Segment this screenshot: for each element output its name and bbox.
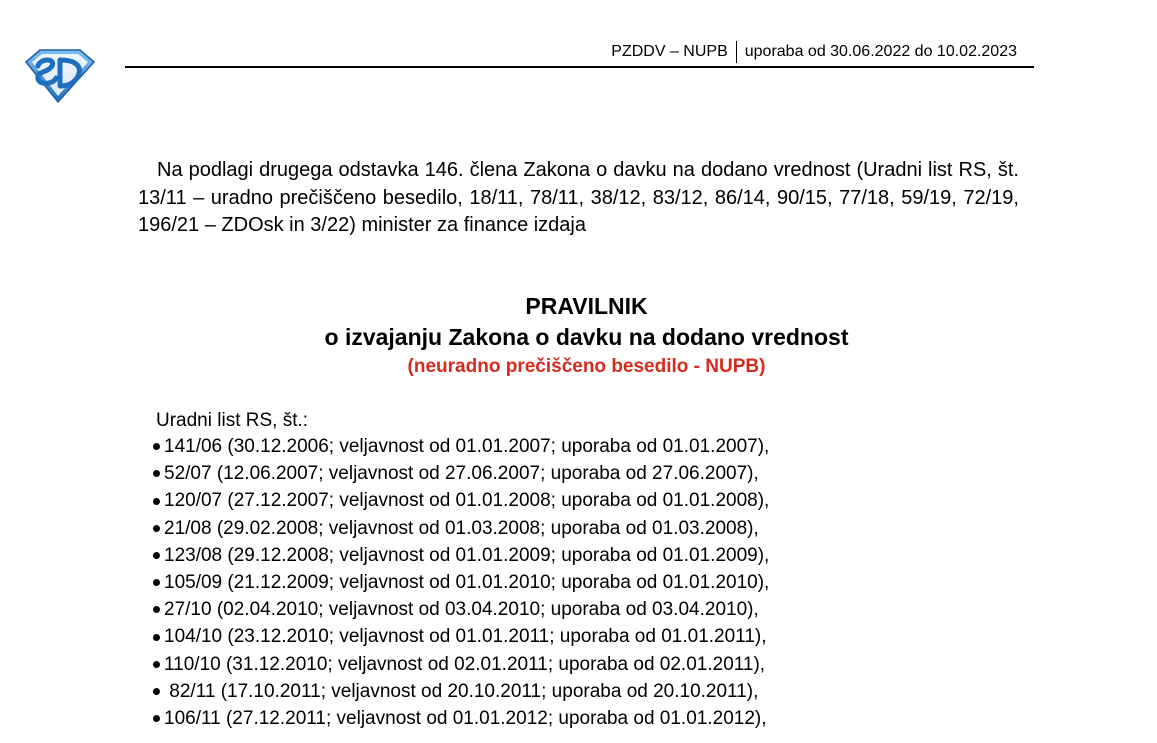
gazette-item-text: 120/07 (27.12.2007; veljavnost od 01.01.2008; uporaba od 01.01.2008), <box>164 490 770 512</box>
document-subtitle: o izvajanju Zakona o davku na dodano vrednost <box>324 324 849 350</box>
gazette-item-text: 52/07 (12.06.2007; veljavnost od 27.06.2007; uporaba od 27.06.2007), <box>164 463 759 485</box>
bullet-icon <box>153 552 160 559</box>
bullet-icon <box>153 715 160 722</box>
document-title: PRAVILNIK <box>525 293 648 319</box>
gazette-item-text: 105/09 (21.12.2009; veljavnost od 01.01.2010; uporaba od 01.01.2010), <box>164 572 770 594</box>
bullet-icon <box>153 606 160 613</box>
bullet-icon <box>153 579 160 586</box>
gazette-item-text: 110/10 (31.12.2010; veljavnost od 02.01.2011; uporaba od 02.01.2011), <box>164 653 766 675</box>
gazette-item <box>148 596 769 623</box>
gazette-item <box>148 487 769 514</box>
validity-period: uporaba od 30.06.2022 do 10.02.2023 <box>744 43 1017 60</box>
bullet-icon <box>153 661 160 668</box>
gazette-item-text: 106/11 (27.12.2011; veljavnost od 01.01.2012; uporaba od 01.01.2012), <box>164 708 767 730</box>
gazette-item <box>148 678 769 705</box>
gazette-item <box>148 623 769 650</box>
unofficial-version-note: (neuradno prečiščeno besedilo - NUPB) <box>407 356 766 377</box>
document-header <box>611 43 1017 63</box>
shield-logo-icon <box>22 46 96 104</box>
gazette-item-text: 21/08 (29.02.2008; veljavnost od 01.03.2008; uporaba od 01.03.2008), <box>164 517 759 539</box>
bullet-icon <box>153 443 160 450</box>
gazette-item <box>148 542 769 569</box>
title-block <box>0 291 1157 381</box>
gazette-item-text: 27/10 (02.04.2010; veljavnost od 03.04.2010; uporaba od 03.04.2010), <box>164 599 759 621</box>
gazette-item-text: 123/08 (29.12.2008; veljavnost od 01.01.2009; uporaba od 01.01.2009), <box>164 544 770 566</box>
bullet-icon <box>153 498 160 505</box>
bullet-icon <box>153 634 160 641</box>
bullet-icon <box>153 525 160 532</box>
gazette-item <box>148 569 769 596</box>
gazette-list-heading: Uradni list RS, št.: <box>156 410 309 431</box>
header-separator <box>736 41 737 63</box>
gazette-item-text: 141/06 (30.12.2006; veljavnost od 01.01.2007; uporaba od 01.01.2007), <box>164 436 770 457</box>
gazette-item <box>148 460 769 487</box>
gazette-item <box>148 651 769 678</box>
gazette-item-text: 82/11 (17.10.2011; veljavnost od 20.10.2011; uporaba od 20.10.2011), <box>164 680 759 702</box>
preamble-paragraph: Na podlagi drugega odstavka 146. člena Zakona o davku na dodano vrednost (Uradni list RS, št. 13/11 – uradno prečiščeno besedilo, 18/11, 78/11, 38/12, 83/12, 86/14, 90/15, 77/18, 59/19, 72/19, 196/21 – ZDOsk in 3/22) minister za finance izdaja <box>138 159 1019 236</box>
header-rule <box>125 66 1034 68</box>
bullet-icon <box>153 688 160 695</box>
document-code: PZDDV – NUPB <box>611 43 728 60</box>
gazette-item-text: 104/10 (23.12.2010; veljavnost od 01.01.2011; uporaba od 01.01.2011), <box>164 626 767 648</box>
gazette-list <box>148 433 769 732</box>
gazette-item <box>148 515 769 542</box>
gazette-item <box>148 433 769 460</box>
gazette-item <box>148 705 769 732</box>
bullet-icon <box>153 470 160 477</box>
